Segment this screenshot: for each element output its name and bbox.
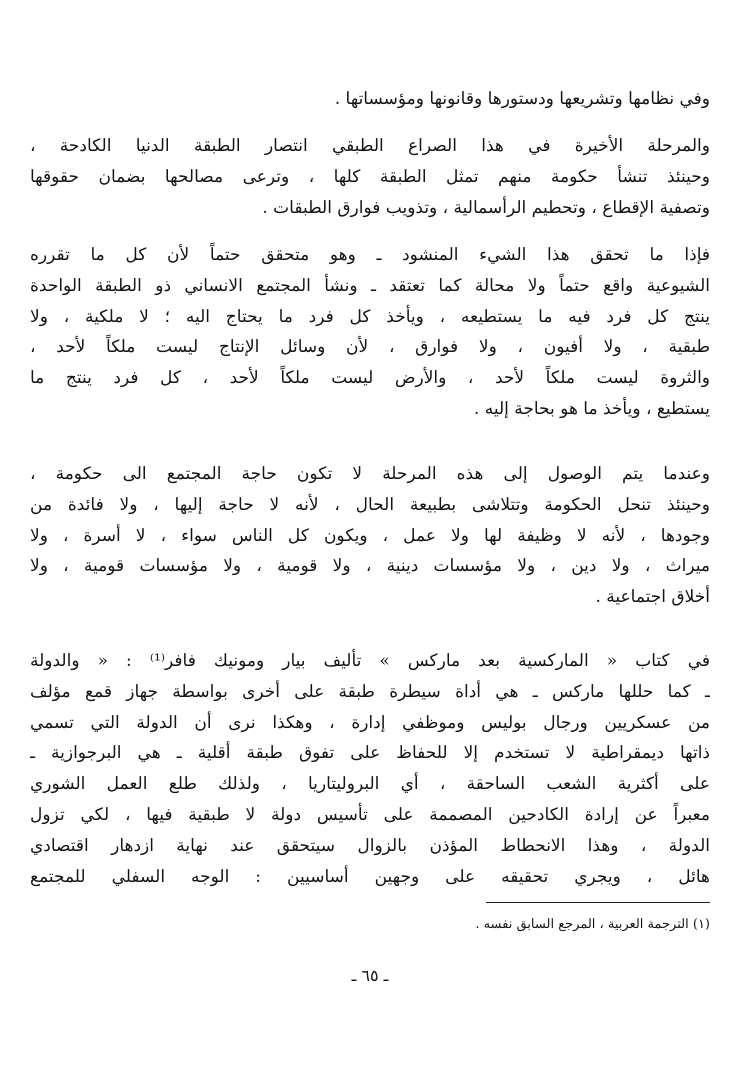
footnote: (١) الترجمة العربية ، المرجع السابق نفسه . xyxy=(475,917,710,932)
footnote-divider xyxy=(486,902,710,903)
text-line: وجودها ، لأنه لا وظيفة لها ولا عمل ، ويكون كل الناس سواء ، لا أسرة ، ولا xyxy=(30,525,710,546)
text-line: والمرحلة الأخيرة في هذا الصراع الطبقي انتصار الطبقة الدنيا الكادحة ، xyxy=(30,136,710,156)
text-line: من عسكريين ورجال بوليس وموظفي إدارة ، وهكذا نرى أن الدولة التي تسمي xyxy=(30,712,710,733)
text-line: وحينئذ تنشأ حكومة منهم تمثل الطبقة كلها ، وترعى مصالحها بضمان حقوقها xyxy=(30,166,710,187)
text-line: طبقية ، ولا أفيون ، ولا فوارق ، لأن وسائل الإنتاج ليست ملكاً لأحد ، xyxy=(30,337,710,358)
text-line: وفي نظامها وتشريعها ودستورها وقانونها ومؤسساتها . xyxy=(334,89,710,109)
text-line: فإذا ما تحقق هذا الشيء المنشود ـ وهو متحقق حتماً لأن كل ما تقرره xyxy=(30,245,710,265)
text-line: وحينئذ تنحل الحكومة وتتلاشى بطبيعة الحال ، لأنه لا حاجة إليها ، ولا فائدة من xyxy=(30,494,710,515)
text-line: وتصفية الإقطاع ، وتحطيم الرأسمالية ، وتذويب فوارق الطبقات . xyxy=(262,197,710,218)
text-line: أخلاق اجتماعية . xyxy=(595,587,710,608)
text-line: معبراً عن إرادة الكادحين المصممة على تأسيس دولة لا طبقية فيها ، لكي تزول xyxy=(30,804,710,825)
paragraph-3 xyxy=(30,240,710,425)
page-number: ـ ٦٥ ـ xyxy=(351,966,389,985)
paragraph-4 xyxy=(30,459,710,613)
text-line: ميراث ، ولا دين ، ولا مؤسسات دينية ، ولا قومية ، ولا مؤسسات قومية ، ولا xyxy=(30,556,710,577)
text-line: وعندما يتم الوصول إلى هذه المرحلة لا تكون حاجة المجتمع الى حكومة ، xyxy=(30,464,710,484)
text-line: ينتج كل فرد فيه ما يستطيعه ، ويأخذ كل فرد ما يحتاج اليه ؛ لا ملكية ، ولا xyxy=(30,306,710,327)
text-line: ذاتها ديمقراطية لا تستخدم إلا للحفاظ على تفوق طبقة أقلية ـ هي البرجوازية ـ xyxy=(30,743,710,764)
text-line: الشيوعية واقع حتماً ولا محالة كما تعتقد ـ ونشأ المجتمع الانساني ذو الطبقة الواحدة xyxy=(30,275,710,296)
text-line: في كتاب « الماركسية بعد ماركس » تأليف بيار ومونيك فافر⁽¹⁾ : « والدولة xyxy=(30,651,710,671)
paragraph-2 xyxy=(30,131,710,223)
paragraph-5 xyxy=(30,646,710,892)
text-line: والثروة ليست ملكاً لأحد ، والأرض ليست ملكاً لأحد ، كل فرد ينتج ما xyxy=(30,368,710,389)
text-line: هائل ، ويجري تحقيقه على وجهين أساسيين : الوجه السفلي للمجتمع xyxy=(30,866,710,887)
text-line: الدولة ، وهذا الانحطاط المؤذن بالزوال سيتحقق عند نهاية ازدهار اقتصادي xyxy=(30,835,710,856)
text-line: على أكثرية الشعب الساحقة ، أي البروليتاريا ، ولذلك طلع العمل الشوري xyxy=(30,774,710,795)
text-line: ـ كما حللها ماركس ـ هي أداة سيطرة طبقة على أخرى بواسطة جهاز قمع مؤلف xyxy=(30,681,710,702)
paragraph-1 xyxy=(30,84,710,115)
text-line: يستطيع ، ويأخذ ما هو بحاجة إليه . xyxy=(473,398,710,419)
